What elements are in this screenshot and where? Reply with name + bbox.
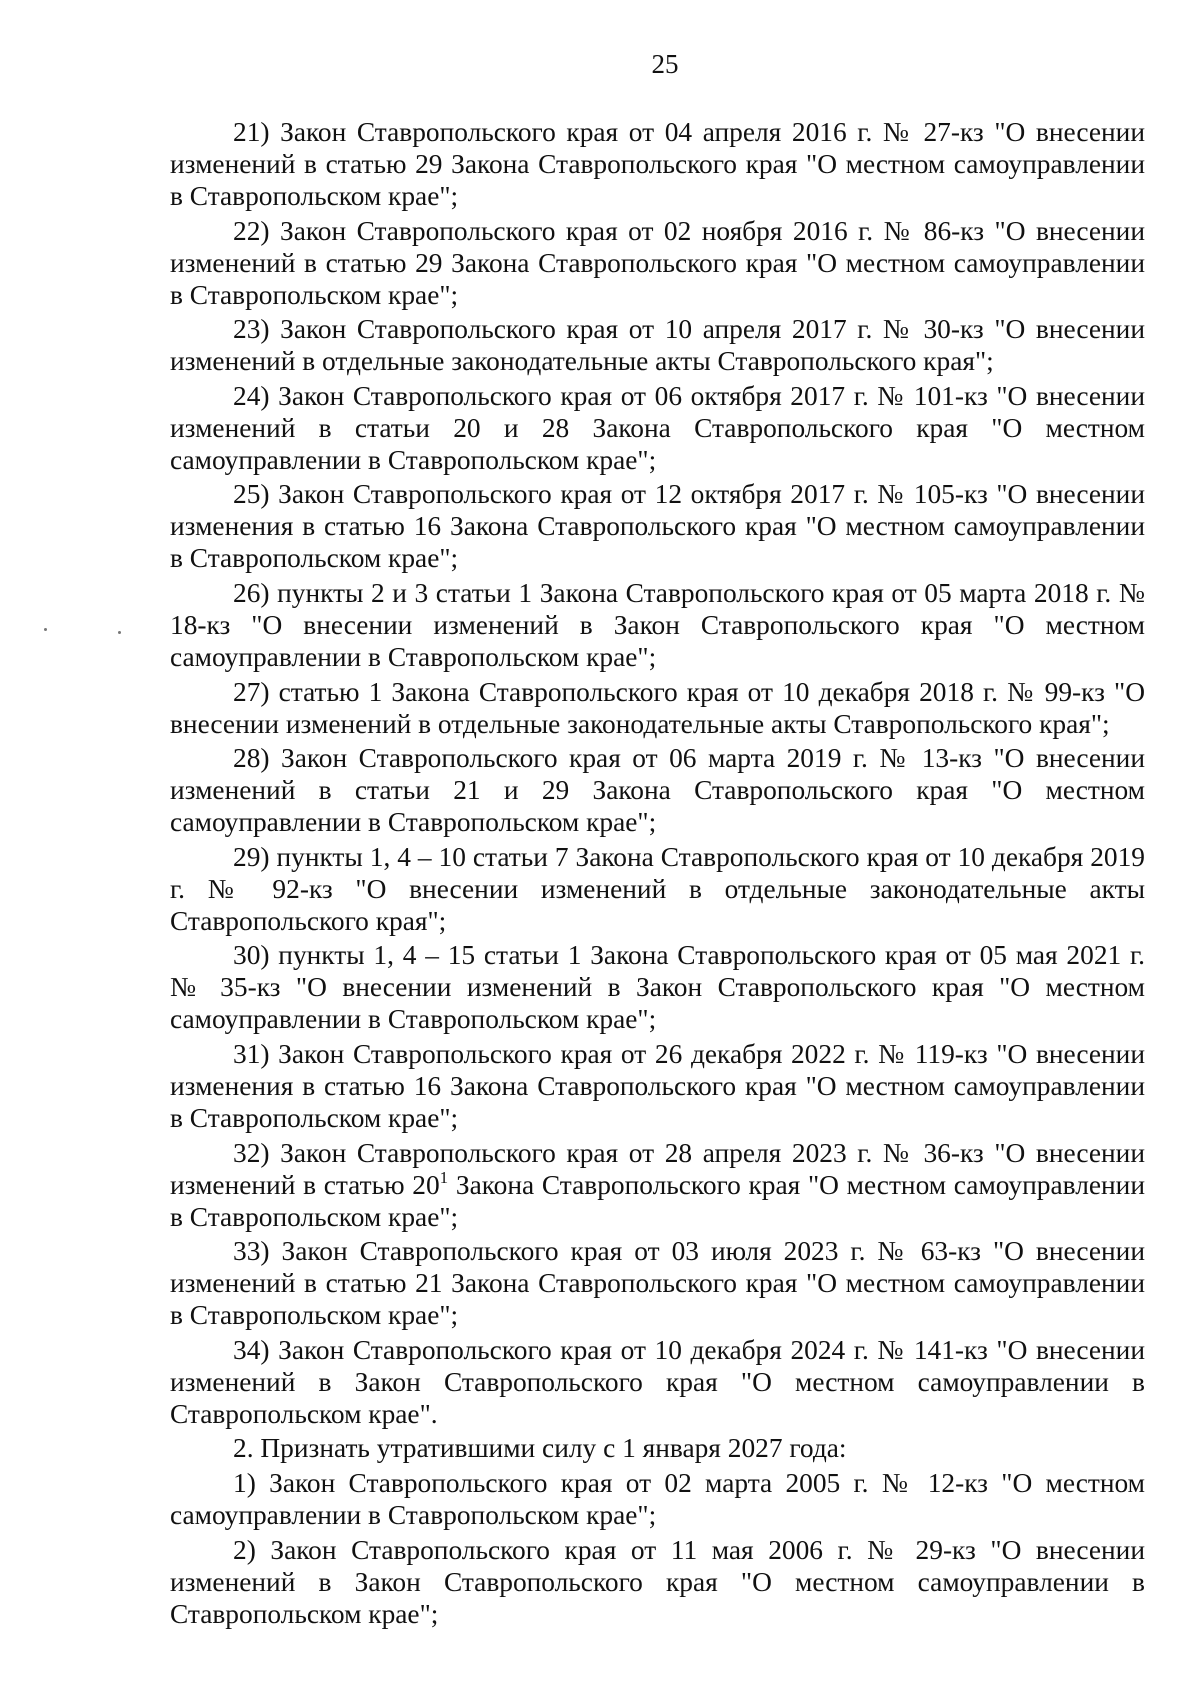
list-item: 25) Закон Ставропольского края от 12 октября 2017 г. № 105-кз "О внесении изменения в статью 16 Закона Ставропольского края "О местном самоуправлении в Ставропольском крае"; xyxy=(170,479,1145,574)
list-item-32 xyxy=(170,1137,1145,1233)
list-item: 23) Закон Ставропольского края от 10 апреля 2017 г. № 30-кз "О внесении изменений в отдельные законодательные акты Ставропольского края"; xyxy=(170,314,1145,377)
scan-artifact-dot xyxy=(118,631,121,634)
list-item: 24) Закон Ставропольского края от 06 октября 2017 г. № 101-кз "О внесении изменений в статьи 20 и 28 Закона Ставропольского края "О местном самоуправлении в Ставропольском крае"; xyxy=(170,380,1145,475)
list-item: 26) пункты 2 и 3 статьи 1 Закона Ставропольского края от 05 марта 2018 г. № 18-кз "О внесении изменений в Закон Ставропольского края "О местном самоуправлении в Ставропольском крае"; xyxy=(170,577,1145,672)
list-item: 33) Закон Ставропольского края от 03 июля 2023 г. № 63-кз "О внесении изменений в статью 21 Закона Ставропольского края "О местном самоуправлении в Ставропольском крае"; xyxy=(170,1236,1145,1331)
superscript-article-index: 1 xyxy=(439,1167,449,1187)
page-number: 25 xyxy=(651,49,679,79)
list-item: 27) статью 1 Закона Ставропольского края от 10 декабря 2018 г. № 99-кз "О внесении изменений в отдельные законодательные акты Ставропольского края"; xyxy=(170,676,1145,739)
list-item: 21) Закон Ставропольского края от 04 апреля 2016 г. № 27-кз "О внесении изменений в статью 29 Закона Ставропольского края "О местном самоуправлении в Ставропольском крае"; xyxy=(170,117,1145,211)
scan-artifact-dot xyxy=(44,628,47,631)
list-item: 31) Закон Ставропольского края от 26 декабря 2022 г. № 119-кз "О внесении изменения в статью 16 Закона Ставропольского края "О местном самоуправлении в Ставропольском крае"; xyxy=(170,1038,1145,1133)
list-item: 30) пункты 1, 4 – 15 статьи 1 Закона Ставропольского края от 05 мая 2021 г. № 35-кз "О внесении изменений в Закон Ставропольского края "О местном самоуправлении в Ставропольском крае"; xyxy=(170,940,1145,1035)
section-heading: 2. Признать утратившими силу с 1 января 2027 года: xyxy=(233,1433,847,1464)
list-item: 28) Закон Ставропольского края от 06 марта 2019 г. № 13-кз "О внесении изменений в статьи 21 и 29 Закона Ставропольского края "О местном самоуправлении в Ставропольском крае"; xyxy=(170,743,1145,838)
list-item: 2) Закон Ставропольского края от 11 мая 2006 г. № 29-кз "О внесении изменений в Закон Ставропольского края "О местном самоуправлении в Ставропольском крае"; xyxy=(170,1534,1145,1629)
list-item: 1) Закон Ставропольского края от 02 марта 2005 г. № 12-кз "О местном самоуправлении в Ставропольском крае"; xyxy=(170,1467,1145,1530)
document-body xyxy=(170,116,1145,1632)
list-item-32-text-end: Закона Ставропольского края "О местном самоуправлении в Ставропольском крае"; xyxy=(170,1169,1146,1232)
list-item-32-text-start: 32) Закон Ставропольского края от 28 апреля 2023 г. № 36-кз "О внесении изменений в статью 20 xyxy=(170,1137,1145,1200)
list-item: 22) Закон Ставропольского края от 02 ноября 2016 г. № 86-кз "О внесении изменений в статью 29 Закона Ставропольского края "О местном самоуправлении в Ставропольском крае"; xyxy=(170,215,1145,310)
list-item: 34) Закон Ставропольского края от 10 декабря 2024 г. № 141-кз "О внесении изменений в Закон Ставропольского края "О местном самоуправлении в Ставропольском крае". xyxy=(170,1334,1145,1429)
list-item: 29) пункты 1, 4 – 10 статьи 7 Закона Ставропольского края от 10 декабря 2019 г. № 92-кз "О внесении изменений в отдельные законодательные акты Ставропольского края"; xyxy=(170,841,1145,936)
